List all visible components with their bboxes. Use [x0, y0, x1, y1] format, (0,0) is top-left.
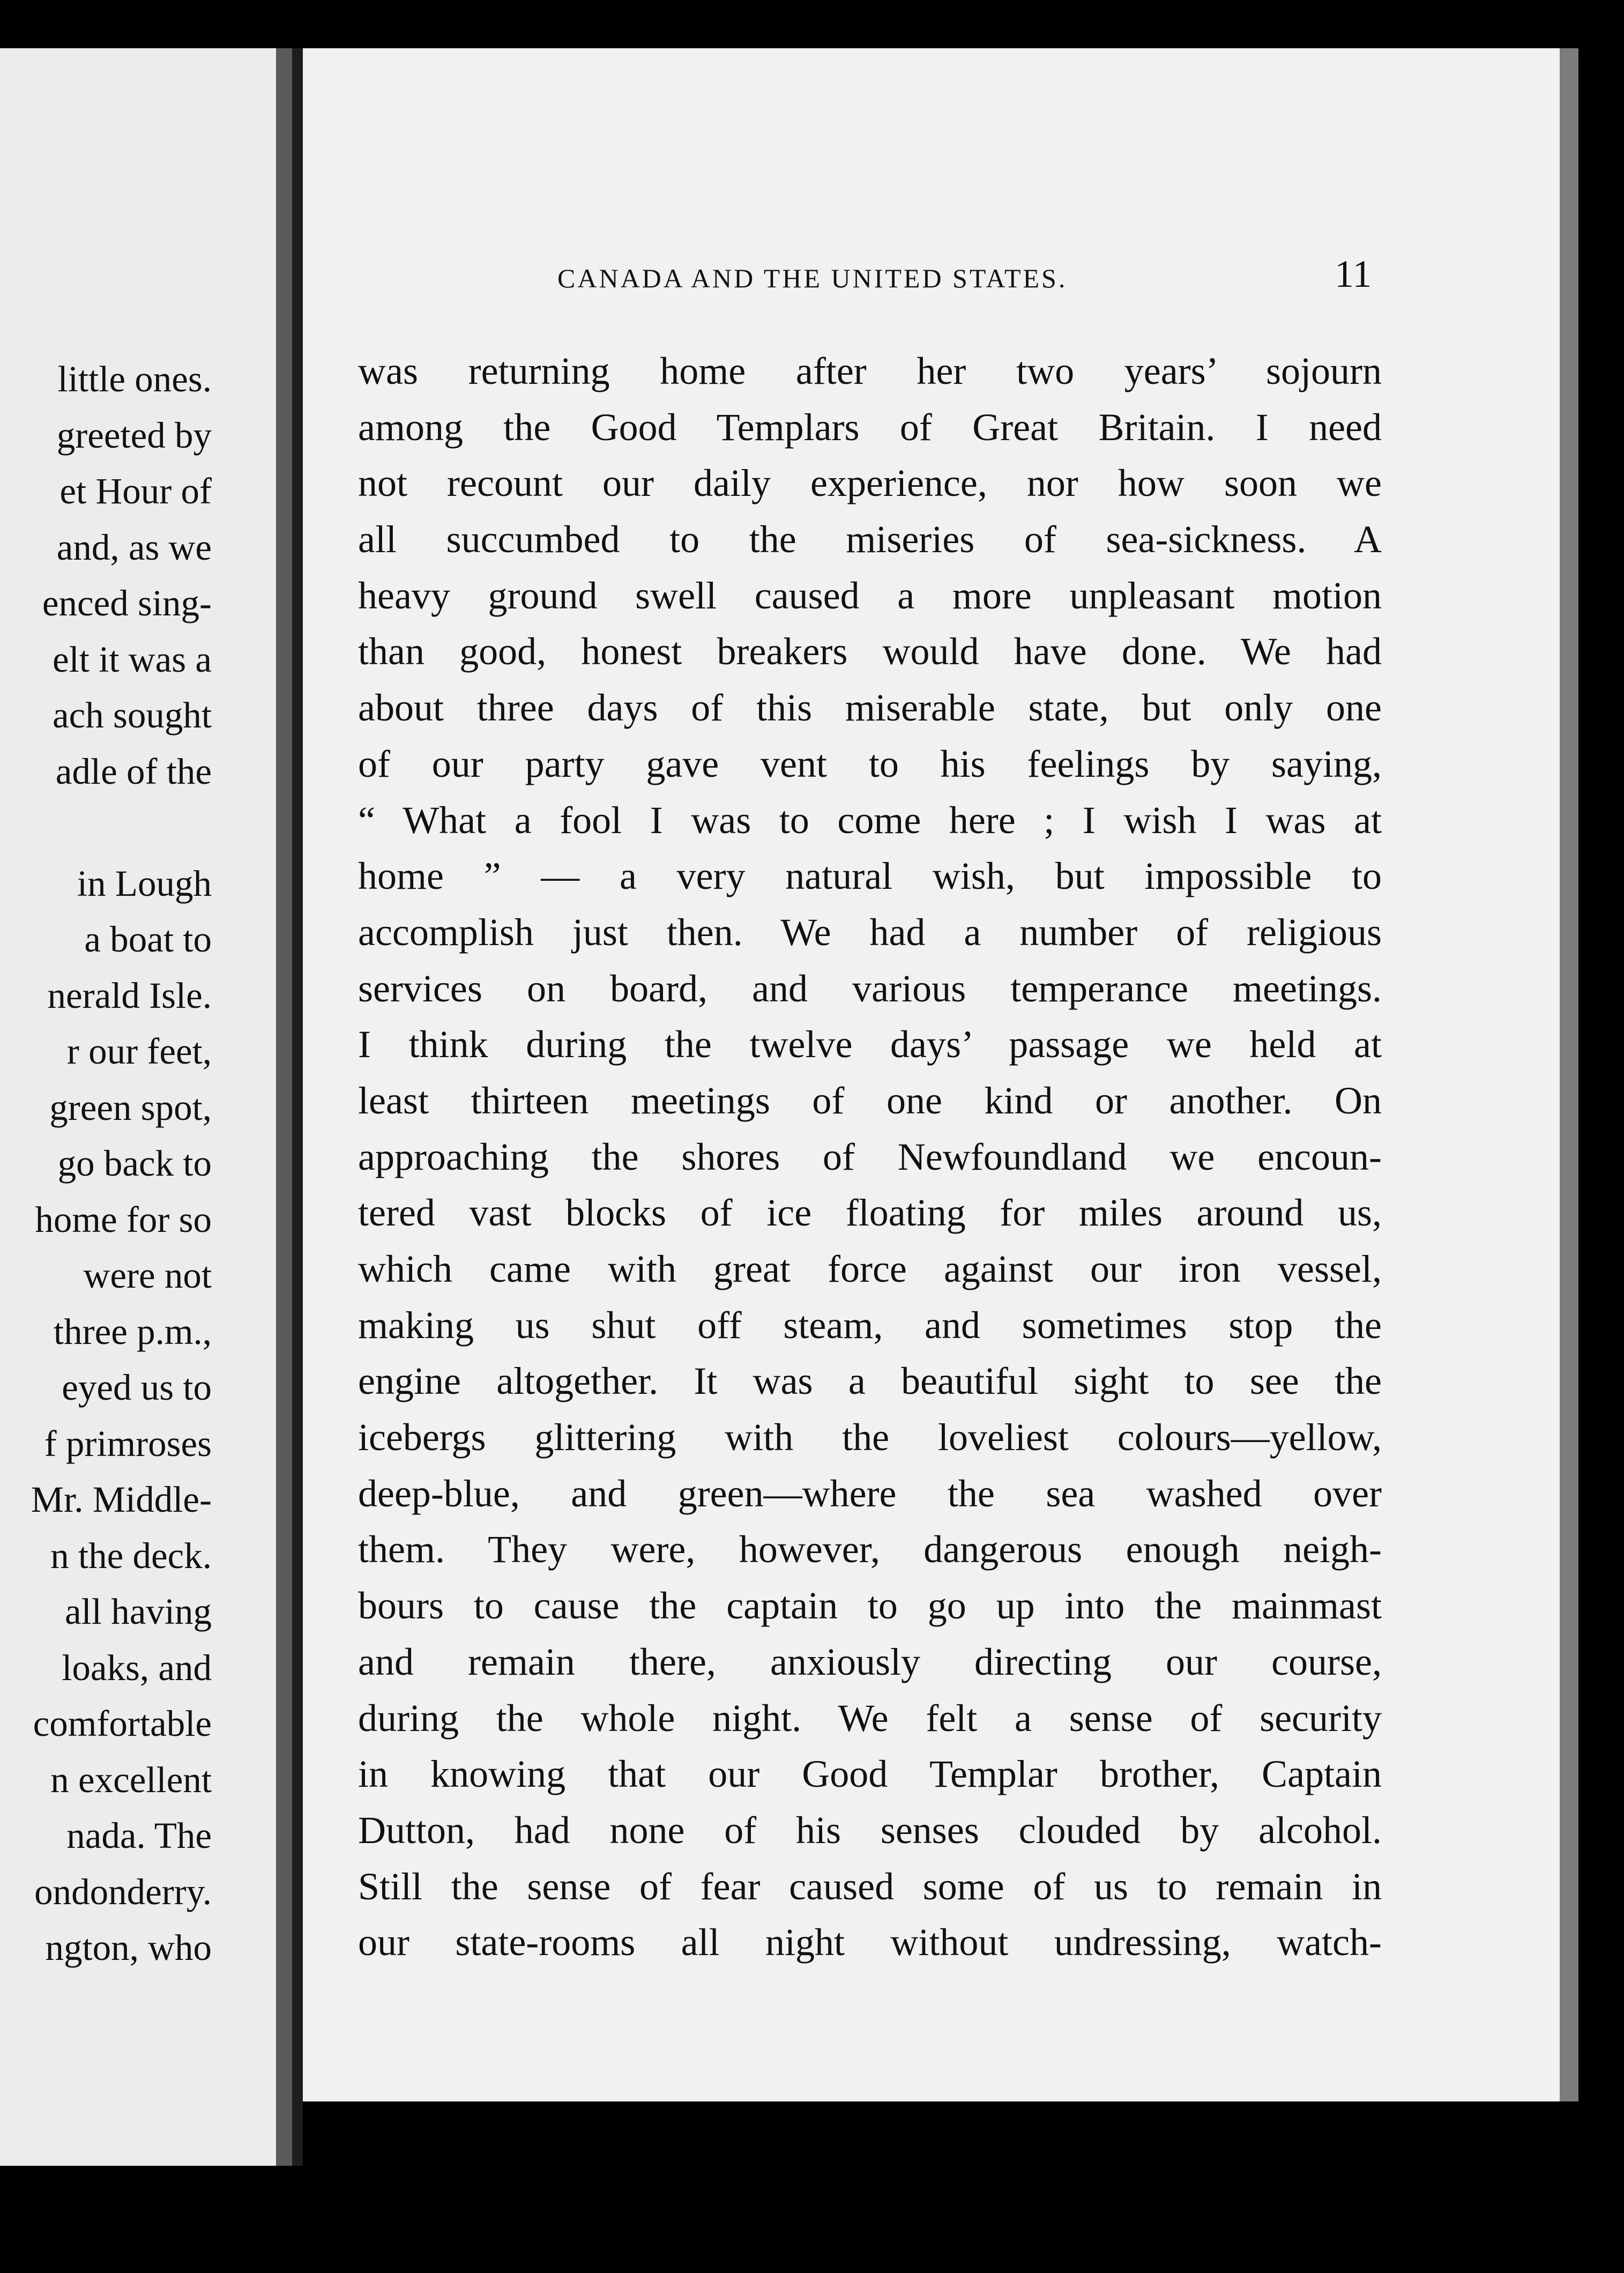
- left-page-line: green spot,: [49, 1087, 212, 1128]
- left-page-text: [0, 351, 212, 1976]
- left-page-line: elt it was a: [53, 638, 212, 680]
- page-number: 11: [1335, 252, 1372, 295]
- text-line: approaching the shores of Newfoundland we encoun-: [358, 1135, 1382, 1178]
- left-page-line: n the deck.: [50, 1535, 212, 1576]
- left-page-line: n excellent: [50, 1759, 212, 1800]
- text-line: was returning home after her two years’ sojourn: [358, 350, 1382, 392]
- left-facing-page: [0, 48, 276, 2166]
- text-line: accomplish just then. We had a number of religious: [358, 910, 1382, 954]
- left-page-line: comfortable: [33, 1703, 212, 1744]
- left-page-line: nerald Isle.: [47, 975, 212, 1016]
- text-line: bours to cause the captain to go up into the mainmast: [358, 1584, 1382, 1628]
- body-text: [358, 343, 1382, 1971]
- left-page-line: go back to: [57, 1143, 212, 1184]
- left-page-line: were not: [83, 1255, 212, 1296]
- text-line: Dutton, had none of his senses clouded by alcohol.: [358, 1808, 1382, 1852]
- left-page-line: and, as we: [56, 526, 212, 568]
- text-line: of our party gave vent to his feelings by saying,: [358, 742, 1382, 785]
- text-line: engine altogether. It was a beautiful sight to see the: [358, 1360, 1382, 1403]
- text-line: least thirteen meetings of one kind or another. On: [358, 1079, 1382, 1122]
- text-line: heavy ground swell caused a more unpleasant motion: [358, 574, 1382, 617]
- text-line: which came with great force against our iron vessel,: [358, 1247, 1382, 1290]
- left-page-line: et Hour of: [59, 471, 212, 511]
- left-page-line: [0, 799, 212, 856]
- text-line: during the whole night. We felt a sense of security: [358, 1696, 1382, 1740]
- left-page-line: ach sought: [52, 695, 212, 736]
- text-line: in knowing that our Good Templar brother, Captain: [358, 1752, 1382, 1796]
- text-line: Still the sense of fear caused some of us to remain in: [358, 1865, 1382, 1908]
- left-page-line: enced sing-: [42, 583, 212, 623]
- text-line: making us shut off steam, and sometimes stop the: [358, 1303, 1382, 1347]
- page-edge: [1560, 48, 1578, 2101]
- text-line: services on board, and various temperance meetings.: [358, 967, 1382, 1010]
- running-head: CANADA AND THE UNITED STATES.: [557, 263, 1068, 293]
- left-page-line: greeted by: [56, 414, 212, 456]
- text-line: “ What a fool I was to come here ; I wish I was at: [358, 798, 1382, 842]
- left-page-line: loaks, and: [62, 1647, 212, 1688]
- text-line: than good, honest breakers would have done. We had: [358, 630, 1382, 673]
- text-line: all succumbed to the miseries of sea-sickness. A: [358, 518, 1382, 561]
- text-line: them. They were, however, dangerous enough neigh-: [358, 1528, 1382, 1571]
- left-page-line: nada. The: [66, 1815, 212, 1856]
- left-page-line: home for so: [35, 1199, 212, 1240]
- left-page-line: ondonderry.: [34, 1871, 212, 1912]
- left-page-line: r our feet,: [66, 1031, 212, 1072]
- text-line: deep-blue, and green—where the sea washed over: [358, 1472, 1382, 1515]
- left-page-line: all having: [64, 1591, 212, 1632]
- text-line: I think during the twelve days’ passage we held at: [358, 1023, 1382, 1066]
- text-line: not recount our daily experience, nor how soon we: [358, 462, 1382, 505]
- left-page-line: Mr. Middle-: [31, 1479, 212, 1520]
- text-line: and remain there, anxiously directing our course,: [358, 1640, 1382, 1683]
- text-line: among the Good Templars of Great Britain. I need: [358, 405, 1382, 449]
- left-page-line: little ones.: [57, 359, 212, 399]
- left-page-line: three p.m.,: [53, 1311, 212, 1352]
- left-page-line: a boat to: [84, 919, 212, 960]
- text-line: tered vast blocks of ice floating for miles around us,: [358, 1191, 1382, 1235]
- text-line: about three days of this miserable state, but only one: [358, 686, 1382, 730]
- left-page-line: f primroses: [44, 1423, 212, 1464]
- text-line: our state-rooms all night without undressing, watch-: [358, 1921, 1382, 1964]
- left-page-line: eyed us to: [62, 1367, 212, 1408]
- text-line: home ” — a very natural wish, but impossible to: [358, 855, 1382, 898]
- left-page-line: ngton, who: [45, 1927, 212, 1968]
- left-page-line: in Lough: [77, 863, 212, 904]
- book-gutter-shadow: [292, 48, 303, 2166]
- left-page-line: adle of the: [55, 751, 212, 792]
- book-gutter: [276, 48, 292, 2166]
- text-line: icebergs glittering with the loveliest colours—yellow,: [358, 1416, 1382, 1459]
